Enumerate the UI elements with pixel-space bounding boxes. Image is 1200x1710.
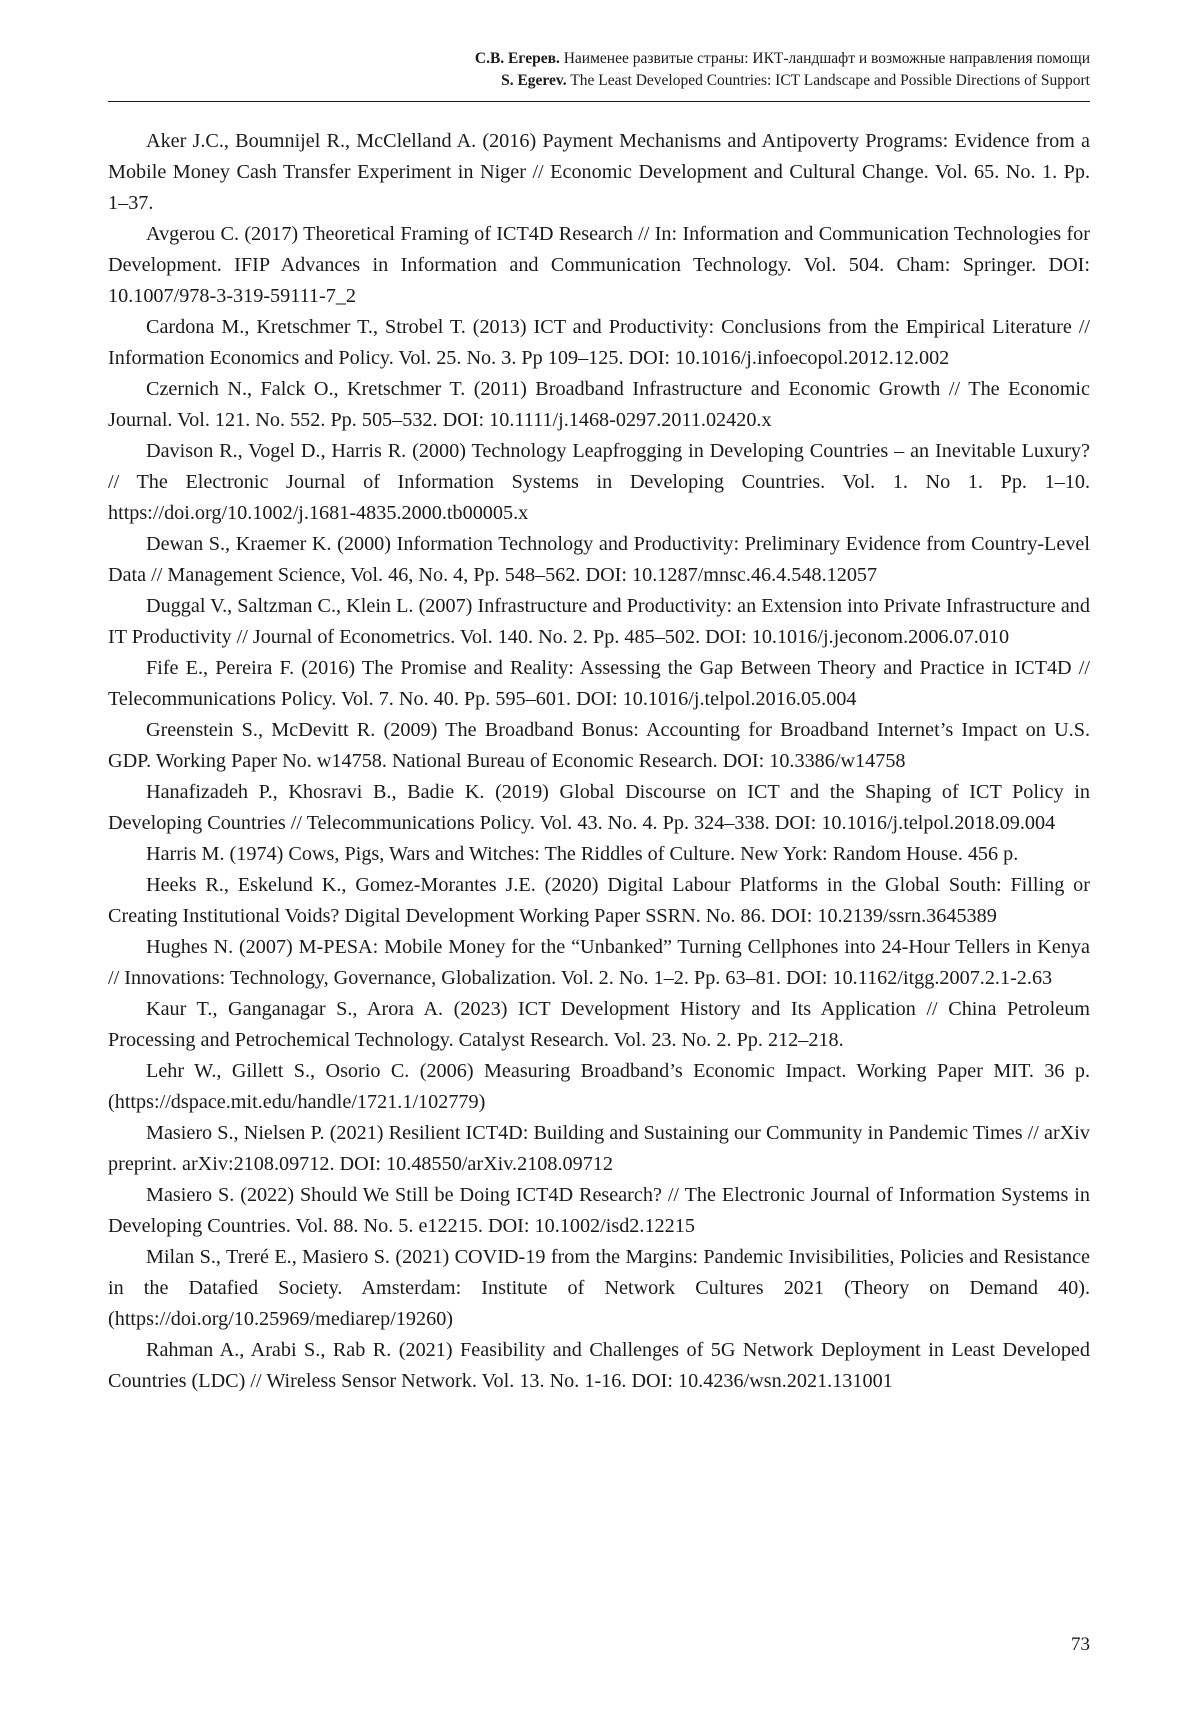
running-head-ru xyxy=(108,48,1090,70)
running-head-en-title: The Least Developed Countries: ICT Landscape and Possible Directions of Support xyxy=(570,72,1090,89)
reference-entry-aker: Aker J.C., Boumnijel R., McClelland A. (2016) Payment Mechanisms and Antipoverty Programs: Evidence from a Mobile Money Cash Transfer Experiment in Niger // Economic Development and Cultural Change. Vol. 65. No. 1. Pp. 1–37. xyxy=(108,130,1090,214)
reference-entry-greenstein: Greenstein S., McDevitt R. (2009) The Broadband Bonus: Accounting for Broadband Internet’s Impact on U.S. GDP. Working Paper No. w14758. National Bureau of Economic Research. DOI: 10.3386/w14758 xyxy=(108,719,1090,772)
reference-entry-masiero: Masiero S. (2022) Should We Still be Doing ICT4D Research? // The Electronic Journal of Information Systems in Developing Countries. Vol. 88. No. 5. e12215. DOI: 10.1002/isd2.12215 xyxy=(108,1184,1090,1237)
reference-entry-davison: Davison R., Vogel D., Harris R. (2000) Technology Leapfrogging in Developing Countries – an Inevitable Luxury? // The Electronic Journal of Information Systems in Developing Countries. Vol. 1. No 1. Pp. 1–10. https://doi.org/10.1002/j.1681-4835.2000.tb00005.x xyxy=(108,440,1090,524)
reference-entry-milan: Milan S., Treré E., Masiero S. (2021) COVID-19 from the Margins: Pandemic Invisibilities, Policies and Resistance in the Datafied Society. Amsterdam: Institute of Network Cultures 2021 (Theory on Demand 40). (https://doi.org/10.25969/mediarep/19260) xyxy=(108,1246,1090,1330)
running-head-ru-author: С.В. Егерев. xyxy=(474,50,560,67)
running-head xyxy=(108,48,1090,92)
reference-entry-avgerou: Avgerou C. (2017) Theoretical Framing of ICT4D Research // In: Information and Communication Technologies for Development. IFIP Advances in Information and Communication Technology. Vol. 504. Cham: Springer. DOI: 10.1007/978-3-319-59111-7_2 xyxy=(108,223,1090,307)
running-head-en xyxy=(108,70,1090,92)
reference-entry-hughes: Hughes N. (2007) M-PESA: Mobile Money for the “Unbanked” Turning Cellphones into 24-Hour Tellers in Kenya // Innovations: Technology, Governance, Globalization. Vol. 2. No. 1–2. Pp. 63–81. DOI: 10.1162/itgg.2007.2.1-2.63 xyxy=(108,936,1090,989)
reference-list xyxy=(108,126,1090,1397)
reference-entry-fife: Fife E., Pereira F. (2016) The Promise and Reality: Assessing the Gap Between Theory and Practice in ICT4D // Telecommunications Policy. Vol. 7. No. 40. Pp. 595–601. DOI: 10.1016/j.telpol.2016.05.004 xyxy=(108,657,1090,710)
reference-entry-duggal: Duggal V., Saltzman C., Klein L. (2007) Infrastructure and Productivity: an Extension into Private Infrastructure and IT Productivity // Journal of Econometrics. Vol. 140. No. 2. Pp. 485–502. DOI: 10.1016/j.​jeconom.2006.07.010 xyxy=(108,595,1090,648)
reference-entry-heeks: Heeks R., Eskelund K., Gomez-Morantes J.E. (2020) Digital Labour Platforms in the Global South: Filling or Creating Institutional Voids? Digital Development Working Paper SSRN. No. 86. DOI: 10.2139/​ssrn.3645389 xyxy=(108,874,1090,927)
reference-entry-rahman: Rahman A., Arabi S., Rab R. (2021) Feasibility and Challenges of 5G Network Deployment in Least Developed Countries (LDC) // Wireless Sensor Network. Vol. 13. No. 1-16. DOI: 10.4236/​wsn.2021.131001 xyxy=(108,1339,1090,1392)
reference-entry-kaur: Kaur T., Ganganagar S., Arora A. (2023) ICT Development History and Its Application // China Petroleum Processing and Petrochemical Technology. Catalyst Research. Vol. 23. No. 2. Pp. 212–218. xyxy=(108,998,1090,1051)
running-head-en-author: S. Egerev. xyxy=(501,72,567,89)
page-number: 73 xyxy=(1071,1634,1090,1655)
reference-entry-harris: Harris M. (1974) Cows, Pigs, Wars and Witches: The Riddles of Culture. New York: Random House. 456 p. xyxy=(146,843,1019,865)
reference-entry-czernich: Czernich N., Falck O., Kretschmer T. (2011) Broadband Infrastructure and Economic Growth // The Economic Journal. Vol. 121. No. 552. Pp. 505–532. DOI: 10.1111/j.1468-0297.2011.02420.x xyxy=(108,378,1090,431)
reference-entry-dewan: Dewan S., Kraemer K. (2000) Information Technology and Productivity: Preliminary Evidence from Country-Level Data // Management Science, Vol. 46, No. 4, Pp. 548–562. DOI: 10.1287/mnsc.46.4.548.12057 xyxy=(108,533,1090,586)
reference-entry-masiero-nielsen: Masiero S., Nielsen P. (2021) Resilient ICT4D: Building and Sustaining our Community in Pandemic Times // arXiv preprint. arXiv:2108.09712. DOI: 10.48550/arXiv.2108.09712 xyxy=(108,1122,1090,1175)
header-divider xyxy=(108,101,1090,102)
reference-entry-cardona: Cardona M., Kretschmer T., Strobel T. (2013) ICT and Productivity: Conclusions from the Empirical Literature // Information Economics and Policy. Vol. 25. No. 3. Pp 109–125. DOI: 10.1016/j.infoecopol.2012.12.002 xyxy=(108,316,1090,369)
reference-entry-hanafizadeh: Hanafizadeh P., Khosravi B., Badie K. (2019) Global Discourse on ICT and the Shaping of ICT Policy in Developing Countries // Telecommunications Policy. Vol. 43. No. 4. Pp. 324–338. DOI: 10.1016/j.​telpol.2018.09.004 xyxy=(108,781,1090,834)
reference-entry-lehr: Lehr W., Gillett S., Osorio C. (2006) Measuring Broadband’s Economic Impact. Working Paper MIT. 36 p. (https://dspace.mit.edu/handle/1721.1/102779) xyxy=(108,1060,1090,1113)
running-head-ru-title: Наименее развитые страны: ИКТ-ландшафт и возможные направления помощи xyxy=(563,50,1090,67)
